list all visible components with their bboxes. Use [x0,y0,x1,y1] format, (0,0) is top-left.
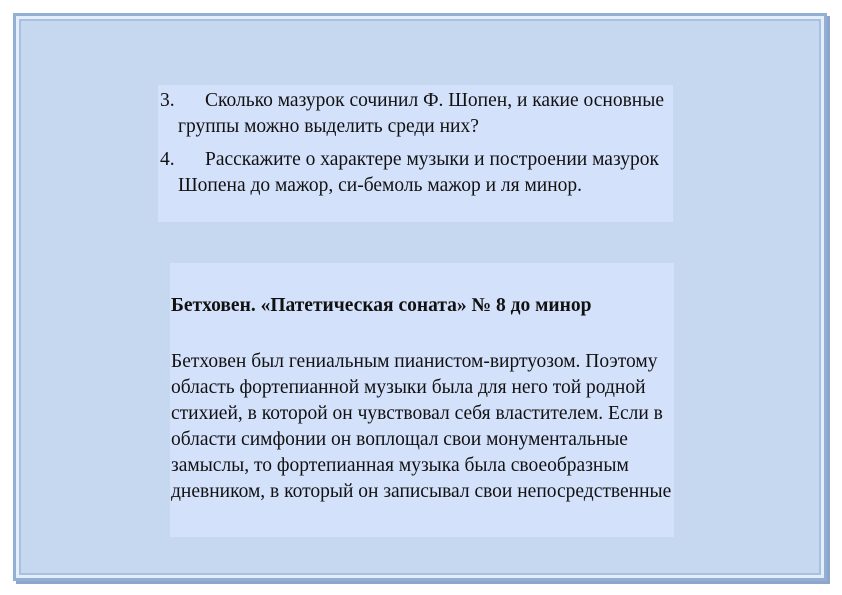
section-body: Бетховен был гениальным пианистом-виртуозом. Поэтому область фортепианной музыки была для него той родной стихией, в которой он чувствовал себя властителем. Если в области симфонии он воплощал свои монументальные замыслы, то фортепианная музыка была своеобразным дневником, в который он записывал свои непосредственные [171,351,672,502]
question-number: 3. [160,90,175,111]
question-text: Сколько мазурок сочинил Ф. Шопен, и какие основные группы можно выделить среди них? [178,90,665,137]
question-number: 4. [160,149,175,170]
section-title: Бетховен. «Патетическая соната» № 8 до минор [171,295,592,316]
question-item [158,147,673,199]
question-item [158,88,673,140]
question-text: Расскажите о характере музыки и построении мазурок Шопена до мажор, си-бемоль мажор и ля минор. [178,149,659,196]
section-text-box [170,263,674,537]
questions-box [158,85,673,222]
